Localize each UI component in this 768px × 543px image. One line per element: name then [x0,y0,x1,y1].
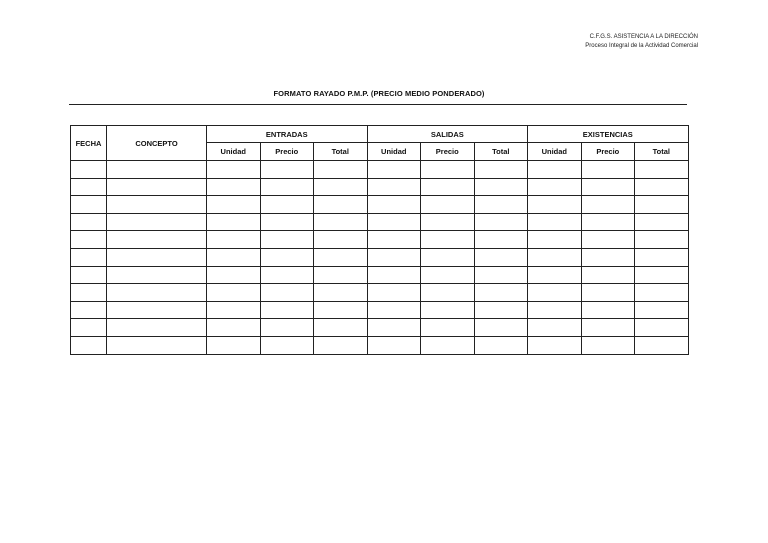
table-cell [71,301,107,319]
table-cell [528,301,582,319]
table-cell [260,231,314,249]
table-cell [581,178,635,196]
table-cell [260,336,314,354]
table-cell [421,266,475,284]
table-cell [581,231,635,249]
table-cell [528,196,582,214]
header-existencias-total: Total [635,143,689,161]
table-cell [421,196,475,214]
table-cell [474,301,528,319]
header-entradas-unidad: Unidad [207,143,261,161]
table-row [71,196,689,214]
table-cell [260,178,314,196]
table-cell [474,161,528,179]
table-cell [107,231,207,249]
table-cell [71,196,107,214]
header-salidas-unidad: Unidad [367,143,421,161]
table-cell [635,319,689,337]
table-cell [474,178,528,196]
table-cell [581,196,635,214]
table-cell [260,284,314,302]
table-cell [474,336,528,354]
table-cell [528,248,582,266]
table-cell [107,319,207,337]
header-concepto: CONCEPTO [107,126,207,161]
table-cell [528,161,582,179]
table-row [71,161,689,179]
table-row [71,284,689,302]
table-cell [581,248,635,266]
table-cell [314,213,368,231]
table-cell [107,213,207,231]
table-cell [635,231,689,249]
header-salidas: SALIDAS [367,126,528,143]
header-fecha: FECHA [71,126,107,161]
table-cell [314,301,368,319]
table-cell [528,319,582,337]
table-cell [260,196,314,214]
table-cell [207,301,261,319]
table-row [71,231,689,249]
table-cell [260,248,314,266]
header-module-line: Proceso Integral de la Actividad Comercial [585,43,698,49]
table-cell [421,301,475,319]
table-cell [71,178,107,196]
table-cell [367,319,421,337]
table-cell [421,161,475,179]
table-cell [367,196,421,214]
table-cell [71,161,107,179]
table-cell [314,266,368,284]
table-cell [71,319,107,337]
table-cell [635,248,689,266]
table-cell [528,178,582,196]
title-underline [69,104,687,105]
pmp-ledger-table [70,125,689,355]
table-cell [260,266,314,284]
header-course-line: C.F.G.S. ASISTENCIA A LA DIRECCIÓN [589,34,698,40]
table-cell [107,161,207,179]
table-cell [260,213,314,231]
table-cell [367,301,421,319]
table-cell [207,178,261,196]
table-cell [314,161,368,179]
table-cell [528,231,582,249]
table-cell [528,284,582,302]
table-cell [474,196,528,214]
table-cell [207,161,261,179]
table-cell [528,336,582,354]
table-cell [207,248,261,266]
table-cell [260,161,314,179]
table-cell [314,319,368,337]
header-existencias-unidad: Unidad [528,143,582,161]
table-cell [635,213,689,231]
table-cell [367,336,421,354]
table-cell [474,319,528,337]
table-cell [635,196,689,214]
table-cell [207,196,261,214]
table-cell [635,178,689,196]
table-cell [107,196,207,214]
ledger-body [71,161,689,355]
table-cell [107,284,207,302]
table-cell [421,319,475,337]
table-cell [367,161,421,179]
table-cell [581,336,635,354]
table-cell [314,196,368,214]
document-title: FORMATO RAYADO P.M.P. (PRECIO MEDIO PONDERADO) [273,89,485,98]
table-cell [260,301,314,319]
table-cell [528,266,582,284]
table-cell [314,284,368,302]
table-cell [71,231,107,249]
table-row [71,319,689,337]
table-cell [107,248,207,266]
table-cell [207,231,261,249]
table-cell [367,231,421,249]
table-cell [207,266,261,284]
table-cell [581,161,635,179]
table-cell [635,284,689,302]
table-cell [581,266,635,284]
table-header-row-groups [71,126,689,143]
table-cell [107,266,207,284]
table-cell [207,319,261,337]
table-cell [107,301,207,319]
table-row [71,336,689,354]
table-cell [421,178,475,196]
table-cell [421,231,475,249]
table-cell [107,178,207,196]
table-cell [528,213,582,231]
table-cell [474,248,528,266]
table-cell [421,213,475,231]
table-cell [421,248,475,266]
header-existencias-precio: Precio [581,143,635,161]
table-cell [71,213,107,231]
table-cell [421,336,475,354]
table-cell [314,178,368,196]
table-cell [367,284,421,302]
table-cell [367,213,421,231]
table-cell [635,161,689,179]
table-cell [474,284,528,302]
table-row [71,301,689,319]
header-salidas-total: Total [474,143,528,161]
table-cell [635,266,689,284]
table-cell [474,213,528,231]
table-row [71,248,689,266]
table-cell [367,248,421,266]
table-cell [581,301,635,319]
table-row [71,213,689,231]
table-cell [260,319,314,337]
header-entradas-total: Total [314,143,368,161]
table-cell [421,284,475,302]
table-cell [207,284,261,302]
header-existencias: EXISTENCIAS [528,126,689,143]
table-cell [581,284,635,302]
table-cell [71,284,107,302]
table-cell [367,178,421,196]
table-cell [107,336,207,354]
table-cell [581,319,635,337]
table-cell [207,213,261,231]
document-header [585,33,698,51]
table-cell [474,231,528,249]
table-row [71,178,689,196]
table-cell [71,266,107,284]
table-cell [635,336,689,354]
table-row [71,266,689,284]
table-cell [581,213,635,231]
header-salidas-precio: Precio [421,143,475,161]
table-cell [367,266,421,284]
table-cell [314,248,368,266]
table-cell [71,336,107,354]
table-cell [71,248,107,266]
table-cell [314,231,368,249]
table-cell [474,266,528,284]
header-entradas: ENTRADAS [207,126,368,143]
table-cell [207,336,261,354]
header-entradas-precio: Precio [260,143,314,161]
table-cell [635,301,689,319]
table-cell [314,336,368,354]
